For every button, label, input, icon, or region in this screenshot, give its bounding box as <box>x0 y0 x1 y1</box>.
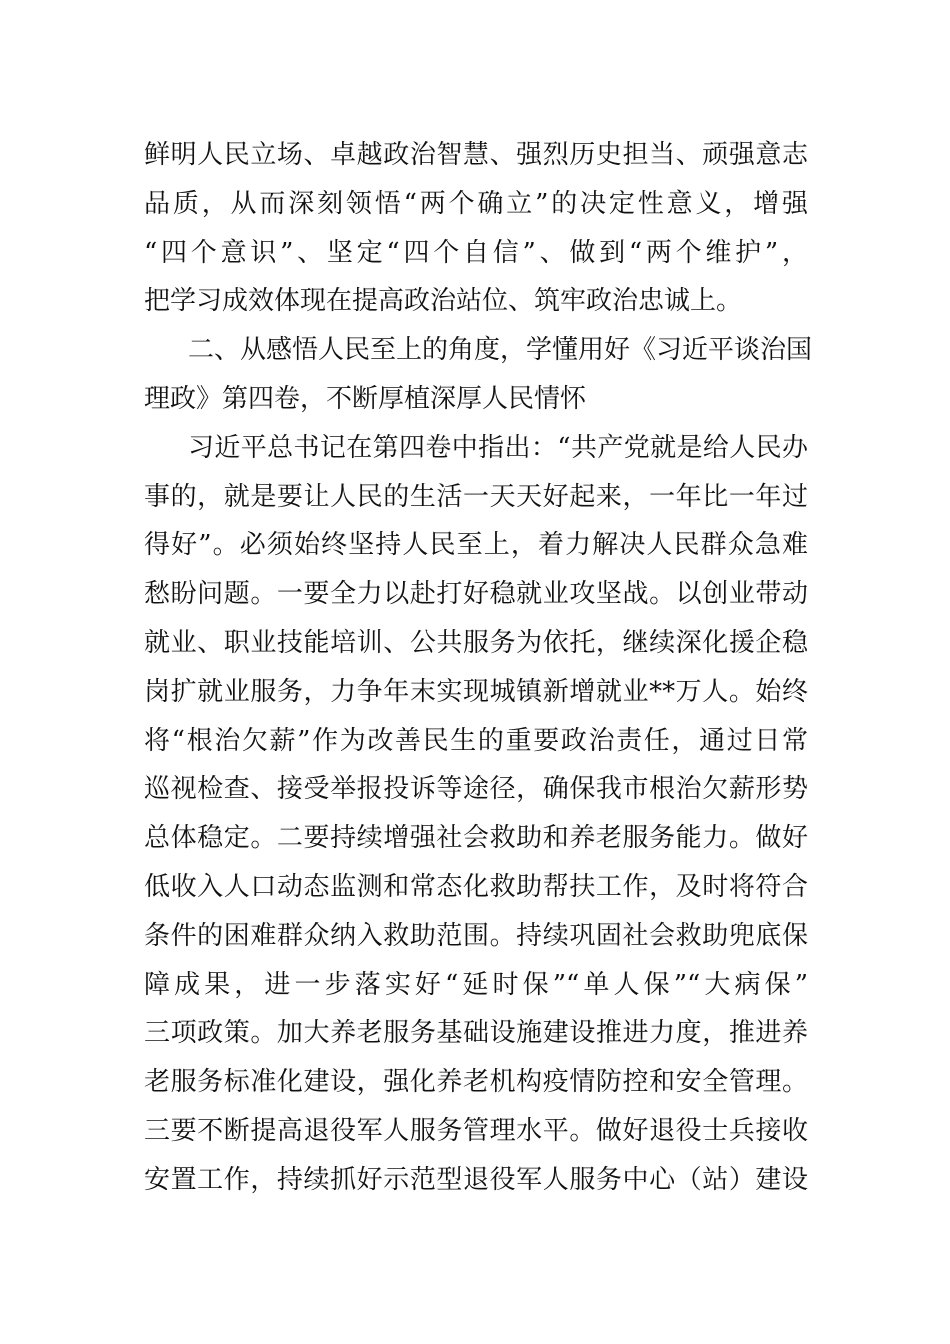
text-line: 障成果，进一步落实好“延时保”“单人保”“大病保” <box>144 969 808 1000</box>
text-line: 将“根治欠薪”作为改善民生的重要政治责任，通过日常 <box>144 725 808 756</box>
text-line: 条件的困难群众纳入救助范围。持续巩固社会救助兜底保 <box>144 920 808 951</box>
text-line: 安置工作，持续抓好示范型退役军人服务中心（站）建设 <box>144 1164 808 1195</box>
text-line: 愁盼问题。一要全力以赴打好稳就业攻坚战。以创业带动 <box>144 579 808 610</box>
text-line: 就业、职业技能培训、公共服务为依托，继续深化援企稳 <box>144 627 808 658</box>
text-line: 巡视检查、接受举报投诉等途径，确保我市根治欠薪形势 <box>144 774 808 805</box>
text-line: 三要不断提高退役军人服务管理水平。做好退役士兵接收 <box>144 1115 808 1146</box>
section-heading-line: 二、从感悟人民至上的角度，学懂用好《习近平谈治国 <box>188 335 813 366</box>
text-line: 习近平总书记在第四卷中指出：“共产党就是给人民办 <box>188 432 808 463</box>
text-line: 鲜明人民立场、卓越政治智慧、强烈历史担当、顽强意志 <box>144 140 808 170</box>
text-line: 岗扩就业服务，力争年末实现城镇新增就业**万人。始终 <box>144 676 808 707</box>
section-heading-line: 理政》第四卷，不断厚植深厚人民情怀 <box>144 383 587 414</box>
text-line: 低收入人口动态监测和常态化救助帮扶工作，及时将符合 <box>144 871 808 902</box>
text-line: 总体稳定。二要持续增强社会救助和养老服务能力。做好 <box>144 823 808 854</box>
text-line: 得好”。必须始终坚持人民至上，着力解决人民群众急难 <box>144 530 808 561</box>
text-line: “四个意识”、坚定“四个自信”、做到“两个维护”， <box>144 237 808 268</box>
text-line: 把学习成效体现在提高政治站位、筑牢政治忠诚上。 <box>144 286 743 317</box>
text-line: 三项政策。加大养老服务基础设施建设推进力度，推进养 <box>144 1018 808 1049</box>
document-body <box>144 131 813 1205</box>
text-line: 事的，就是要让人民的生活一天天好起来，一年比一年过 <box>144 481 808 512</box>
text-line: 老服务标准化建设，强化养老机构疫情防控和安全管理。 <box>144 1067 808 1098</box>
text-line: 品质，从而深刻领悟“两个确立”的决定性意义，增强 <box>144 188 808 219</box>
